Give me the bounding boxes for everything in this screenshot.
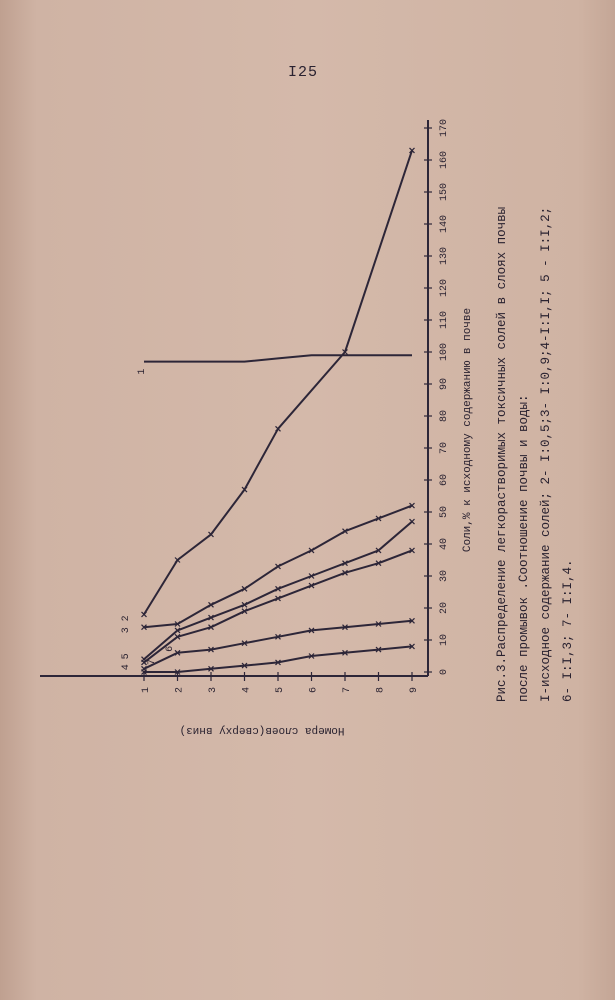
series-label-7: 7 [147,658,158,666]
y-tick-label-110: 110 [439,310,450,330]
series-label-3: 3 [121,627,132,634]
x-tick-label-8: 8 [375,686,387,694]
x-tick-label-4: 4 [241,686,253,694]
series-line-2 [144,150,412,614]
y-tick-label-160: 160 [439,150,450,170]
x-tick-label-3: 3 [208,686,219,694]
chart-series [142,148,415,675]
data-point-series-5 [142,660,147,665]
y-tick-label-20: 20 [439,601,450,615]
y-tick-label-100: 100 [439,342,450,362]
x-tick-label-9: 9 [409,686,420,694]
series-line-1 [144,355,412,361]
caption-line-4: 6- I:I,3; 7- I:I,4. [561,559,575,702]
series-line-7 [144,646,412,672]
y-tick-label-80: 80 [439,409,450,423]
y-tick-label-90: 90 [439,377,450,391]
y-tick-label-50: 50 [439,505,450,519]
y-tick-label-150: 150 [439,182,450,202]
y-tick-label-130: 130 [439,246,450,266]
y-tick-label-120: 120 [439,278,450,298]
page-number: I25 [288,64,319,81]
data-point-series-4 [410,519,415,524]
series-label-4: 4 [121,664,132,671]
caption-line-1: Рис.3.Распределение легкорастворимых токсичных солей в слоях почвы [495,206,509,702]
data-point-series-2 [209,532,214,537]
y-tick-label-70: 70 [439,441,450,455]
chart-labels [121,207,575,736]
y-tick-label-40: 40 [439,537,450,551]
y-tick-label-140: 140 [439,214,450,234]
series-label-5: 5 [121,653,132,660]
series-label-2: 2 [121,615,132,622]
x-tick-label-1: 1 [141,686,152,694]
y-tick-label-10: 10 [439,633,450,647]
y-axis-title: Соли,% к исходному содержанию в почве [462,307,474,553]
y-tick-label-60: 60 [439,473,450,487]
caption-line-2: после промывок .Соотношение почвы и воды: [517,394,531,702]
y-tick-label-0: 0 [439,668,450,676]
x-tick-label-5: 5 [275,686,286,694]
series-label-6: 6 [165,645,176,652]
x-tick-label-6: 6 [308,686,320,694]
chart-axes [40,119,450,693]
x-axis-title: Номера слоев(сверху вниз) [179,724,345,736]
y-tick-label-30: 30 [439,569,450,583]
series-line-4 [144,522,412,660]
series-label-1: 1 [137,368,148,375]
caption-line-3: I-исходное содержание солей; 2- I:0,5;3- I:0,9;4-I:I,I; 5 - I:I,2; [539,206,553,702]
y-tick-label-170: 170 [439,118,450,138]
x-tick-label-2: 2 [174,686,186,694]
x-tick-label-7: 7 [342,686,353,694]
